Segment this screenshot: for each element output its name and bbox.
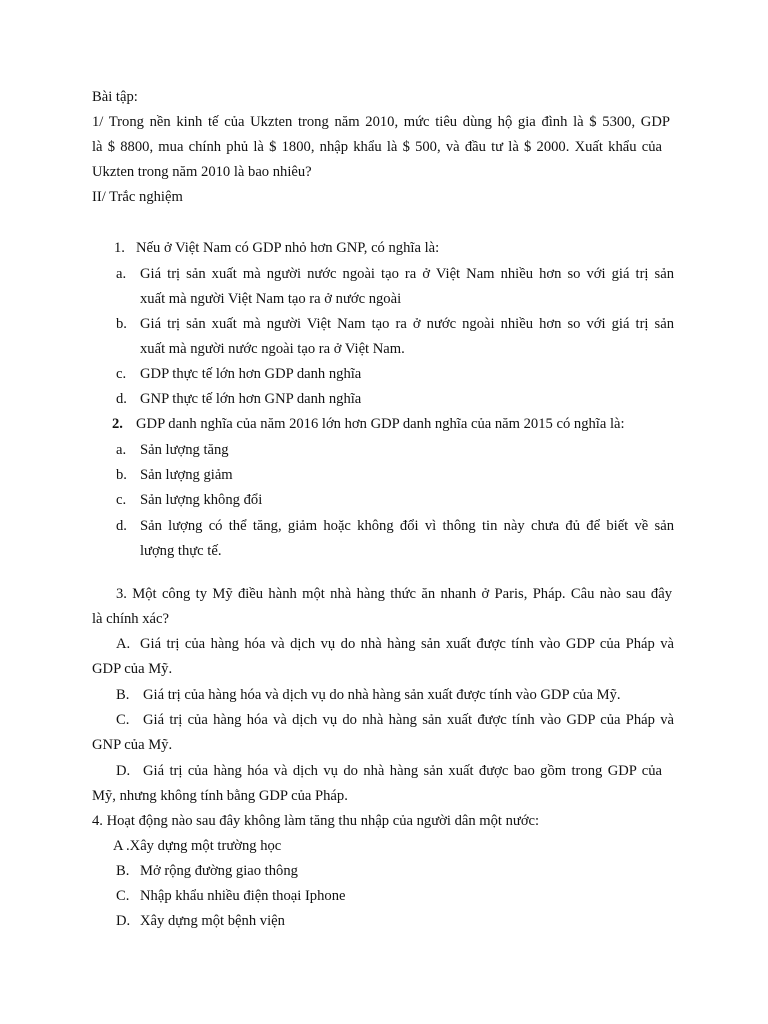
- q3-option-c-text-cont: GNP của Mỹ.: [92, 737, 173, 753]
- q1-option-a-marker: a.: [116, 266, 127, 282]
- q4-option-a-marker: A: [113, 838, 124, 854]
- q4-question-text: 4. Hoạt động nào sau đây không làm tăng thu nhập của người dân một nước:: [92, 813, 540, 829]
- q3-option-c-text: Giá trị của hàng hóa và dịch vụ do nhà hàng sản xuất được tính vào GDP của Pháp và: [143, 712, 674, 728]
- q3-option-b-text: Giá trị của hàng hóa và dịch vụ do nhà hàng sản xuất được tính vào GDP của Mỹ.: [143, 687, 621, 703]
- q3-option-d-text-cont: Mỹ, nhưng không tính bằng GDP của Pháp.: [92, 788, 348, 804]
- exercise-text-line-1: 1/ Trong nền kinh tế của Ukzten trong năm 2010, mức tiêu dùng hộ gia đình là $ 5300, GDP: [92, 114, 670, 130]
- q1-option-a-text: Giá trị sản xuất mà người nước ngoài tạo ra ở Việt Nam nhiều hơn so với giá trị sản: [140, 266, 674, 282]
- q2-question-text: GDP danh nghĩa của năm 2016 lớn hơn GDP danh nghĩa của năm 2015 có nghĩa là:: [136, 416, 625, 432]
- q4-option-c-text: Nhập khẩu nhiều điện thoại Iphone: [140, 888, 346, 904]
- exercise-text-line-2: là $ 8800, mua chính phủ là $ 1800, nhập khẩu là $ 500, và đầu tư là $ 2000. Xuất khẩu của: [92, 139, 662, 155]
- q2-option-a-marker: a.: [116, 442, 127, 458]
- q1-question-text: Nếu ở Việt Nam có GDP nhỏ hơn GNP, có nghĩa là:: [136, 240, 440, 256]
- q2-option-c-text: Sản lượng không đổi: [140, 492, 263, 508]
- section-heading: II/ Trắc nghiệm: [92, 189, 183, 205]
- q3-option-a-text-cont: GDP của Mỹ.: [92, 661, 173, 677]
- q1-option-d-marker: d.: [116, 391, 127, 407]
- q1-option-c-text: GDP thực tế lớn hơn GDP danh nghĩa: [140, 366, 362, 382]
- q3-option-a-text: Giá trị của hàng hóa và dịch vụ do nhà hàng sản xuất được tính vào GDP của Pháp và: [140, 636, 674, 652]
- q4-option-d-text: Xây dựng một bệnh viện: [140, 913, 285, 929]
- exercise-text-line-3: Ukzten trong năm 2010 là bao nhiêu?: [92, 164, 312, 180]
- q3-question-text: 3. Một công ty Mỹ điều hành một nhà hàng thức ăn nhanh ở Paris, Pháp. Câu nào sau đây: [116, 586, 672, 602]
- q1-option-b-text-cont: xuất mà người nước ngoài tạo ra ở Việt Nam.: [140, 341, 405, 357]
- q1-option-b-text: Giá trị sản xuất mà người Việt Nam tạo ra ở nước ngoài nhiều hơn so với giá trị sản: [140, 316, 674, 332]
- q2-option-b-marker: b.: [116, 467, 127, 483]
- q3-option-d-marker: D.: [116, 763, 131, 779]
- q1-option-d-text: GNP thực tế lớn hơn GNP danh nghĩa: [140, 391, 362, 407]
- q4-option-b-marker: B.: [116, 863, 130, 879]
- q4-option-c-marker: C.: [116, 888, 130, 904]
- q2-option-c-marker: c.: [116, 492, 127, 508]
- q2-option-d-marker: d.: [116, 518, 127, 534]
- q3-option-c-marker: C.: [116, 712, 130, 728]
- q1-option-c-marker: c.: [116, 366, 127, 382]
- q1-option-b-marker: b.: [116, 316, 127, 332]
- q3-option-d-text: Giá trị của hàng hóa và dịch vụ do nhà hàng sản xuất được bao gồm trong GDP của: [143, 763, 662, 779]
- q4-option-a-text: .Xây dựng một trường học: [126, 838, 282, 854]
- q4-option-b-text: Mở rộng đường giao thông: [140, 863, 298, 879]
- exercise-heading: Bài tập:: [92, 89, 138, 105]
- q3-option-a-marker: A.: [116, 636, 131, 652]
- q1-option-a-text-cont: xuất mà người Việt Nam tạo ra ở nước ngoài: [140, 291, 402, 307]
- q3-option-b-marker: B.: [116, 687, 130, 703]
- q4-option-d-marker: D.: [116, 913, 131, 929]
- q2-option-d-text-cont: lượng thực tế.: [140, 543, 222, 559]
- q2-number: 2.: [112, 416, 123, 432]
- q2-option-b-text: Sản lượng giảm: [140, 467, 233, 483]
- q3-question-text-cont: là chính xác?: [92, 611, 169, 627]
- q1-number: 1.: [114, 240, 125, 256]
- q2-option-d-text: Sản lượng có thể tăng, giảm hoặc không đổi vì thông tin này chưa đủ để biết về sản: [140, 518, 674, 534]
- q2-option-a-text: Sản lượng tăng: [140, 442, 229, 458]
